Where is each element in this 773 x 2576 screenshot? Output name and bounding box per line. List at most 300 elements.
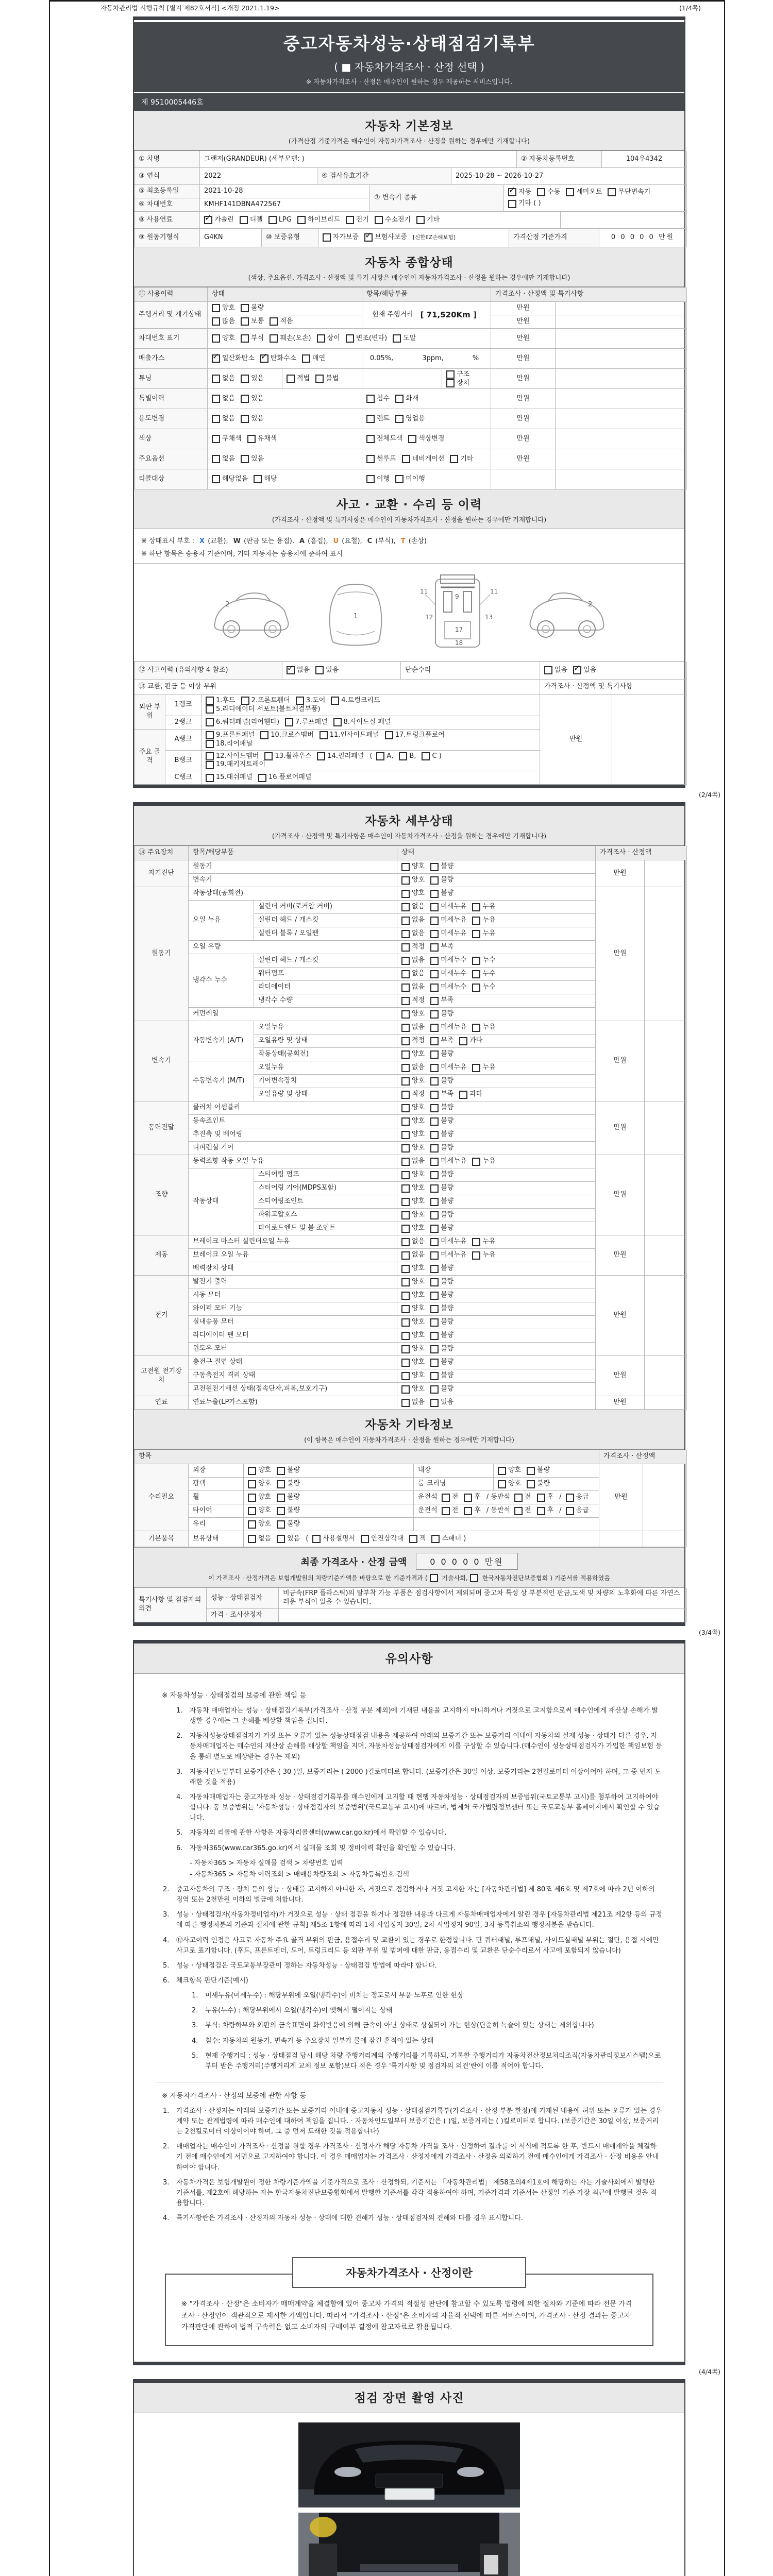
page-marker-1: (1/4쪽) bbox=[679, 4, 701, 12]
checkbox-구조[interactable]: 구조 bbox=[446, 370, 469, 379]
cell bbox=[189, 1464, 599, 1531]
photos-band bbox=[134, 2383, 684, 2413]
cell: 단순수리 bbox=[401, 662, 540, 680]
cell bbox=[397, 1249, 596, 1262]
checkbox-불량[interactable]: 불량 bbox=[277, 1466, 300, 1475]
checkbox-미세누유[interactable]: 미세누유 bbox=[430, 1157, 466, 1166]
checkbox-양호[interactable]: 양호 bbox=[401, 1077, 425, 1086]
checkbox-기타[interactable]: 기타 bbox=[450, 455, 473, 464]
checkbox-양호[interactable]: 양호 bbox=[401, 1050, 425, 1059]
checkbox-무채색[interactable]: 무채색 bbox=[212, 435, 242, 444]
cell: A랭크 bbox=[165, 730, 201, 751]
checkbox-스패너 )[interactable]: 스패너 ) bbox=[431, 1535, 466, 1544]
checkbox-불량[interactable]: 불량 bbox=[430, 1371, 453, 1380]
checkbox-양호[interactable]: 양호 bbox=[401, 876, 425, 885]
checkbox-미세누유[interactable]: 미세누유 bbox=[430, 903, 466, 911]
cell bbox=[244, 1518, 414, 1531]
checkbox-전[interactable]: 전 bbox=[442, 1506, 459, 1515]
checkbox-누유[interactable]: 누유 bbox=[472, 903, 495, 911]
cell bbox=[494, 1464, 599, 1478]
checkbox-양호[interactable]: 양호 bbox=[401, 1358, 425, 1367]
cell: 워터펌프 bbox=[254, 968, 397, 981]
checkbox-양호[interactable]: 양호 bbox=[401, 1331, 425, 1340]
final-price-note-post: ) 기준서를 적용하였음 bbox=[550, 1574, 610, 1582]
legend-code-X: X bbox=[199, 537, 205, 545]
checkbox-불량[interactable]: 불량 bbox=[430, 1291, 453, 1300]
cell bbox=[645, 860, 687, 887]
checkbox-잭[interactable]: 잭 bbox=[409, 1535, 426, 1544]
checkbox-장치[interactable]: 장치 bbox=[446, 379, 469, 388]
checkbox-보통[interactable]: 보통 bbox=[241, 317, 264, 326]
checkbox-적정[interactable]: 적정 bbox=[401, 1090, 425, 1099]
checkbox-불량[interactable]: 불량 bbox=[430, 1264, 453, 1273]
checkbox-적법[interactable]: 적법 bbox=[287, 375, 310, 383]
checkbox-불량[interactable]: 불량 bbox=[430, 1211, 453, 1219]
checkbox-양호[interactable]: 양호 bbox=[401, 1278, 425, 1286]
checkbox-양호[interactable]: 양호 bbox=[248, 1466, 271, 1475]
checkbox-전[interactable]: 전 bbox=[514, 1506, 531, 1515]
final-price-note-pre: 이 가격조사 · 산정가격은 보험개발원의 차량기준가액을 바탕으로 한 기준가격과 ( bbox=[208, 1574, 428, 1582]
cell: G4KN bbox=[200, 229, 262, 247]
checkbox-기술사회[interactable] bbox=[430, 1574, 438, 1582]
cell: ⑩ 보증유형 bbox=[262, 229, 318, 247]
checkbox-없음[interactable]: 없음 bbox=[212, 395, 235, 403]
svg-text:13: 13 bbox=[485, 614, 493, 621]
checkbox-없음[interactable]: 없음 bbox=[401, 970, 425, 978]
cell: ③ 연식 bbox=[135, 168, 200, 185]
checkbox-후[interactable]: 후 bbox=[464, 1506, 481, 1515]
checkbox-13.휠하우스[interactable]: 13.휠하우스 bbox=[264, 752, 311, 761]
checkbox-양호[interactable]: 양호 bbox=[401, 1385, 425, 1394]
checkbox-적음[interactable]: 적음 bbox=[270, 317, 293, 326]
notice-subitem: 3. 부식: 차량하부와 외판의 금속표면이 화학반응에 의해 금속이 아닌 상태로 상실되어 가는 현상(단순히 녹슬어 있는 상태는 제외합니다) bbox=[192, 2022, 594, 2030]
cell: 만원 bbox=[491, 302, 556, 315]
checkbox-하이브리드[interactable]: 하이브리드 bbox=[297, 216, 340, 225]
checkbox-불량[interactable]: 불량 bbox=[430, 862, 453, 871]
checkbox-9.프론트패널[interactable]: 9.프론트패널 bbox=[206, 731, 255, 740]
checkbox-있음[interactable]: 있음 bbox=[241, 455, 264, 464]
checkbox-사용설명서[interactable]: 사용설명서 bbox=[312, 1535, 355, 1544]
checkbox-전[interactable]: 전 bbox=[442, 1493, 459, 1502]
checkbox-불량[interactable]: 불량 bbox=[277, 1493, 300, 1502]
checkbox-적정[interactable]: 적정 bbox=[401, 996, 425, 1005]
checkbox-안전삼각대[interactable]: 안전삼각대 bbox=[361, 1535, 404, 1544]
checkbox-디젤[interactable]: 디젤 bbox=[240, 216, 263, 225]
checkbox-과다[interactable]: 과다 bbox=[459, 1090, 482, 1099]
checkbox-16.플로어패널[interactable]: 16.플로어패널 bbox=[258, 773, 311, 782]
checkbox-C )[interactable]: C ) bbox=[422, 752, 441, 761]
checkbox-부식[interactable]: 부식 bbox=[241, 334, 264, 343]
checkbox-양호[interactable]: 양호 bbox=[401, 1010, 425, 1019]
checkbox-매연[interactable]: 매연 bbox=[302, 354, 325, 363]
basic-info-band bbox=[134, 111, 684, 150]
cell bbox=[397, 1168, 596, 1182]
cell bbox=[397, 1369, 596, 1383]
checkbox-양호[interactable]: 양호 bbox=[401, 1197, 425, 1206]
cell bbox=[362, 429, 491, 449]
checkbox-4.트렁크리드[interactable]: 4.트렁크리드 bbox=[331, 697, 380, 705]
checkbox-불량[interactable]: 불량 bbox=[430, 1184, 453, 1193]
cell: 내장 bbox=[414, 1464, 494, 1478]
checkbox-없음[interactable]: 없음 bbox=[401, 1063, 425, 1072]
cell: 조향 bbox=[135, 1155, 189, 1235]
checkbox-미이행[interactable]: 미이행 bbox=[395, 475, 425, 484]
checkbox-보험사보증[interactable]: ✓ 보험사보증 bbox=[364, 233, 407, 242]
checkbox-양호[interactable]: 양호 bbox=[401, 1211, 425, 1219]
notice-section-header: ※ 자동차가격조사 · 산정의 보증에 관한 사항 등 bbox=[162, 2091, 307, 2100]
checkbox-누유[interactable]: 누유 bbox=[472, 1023, 495, 1032]
cell bbox=[397, 1195, 596, 1209]
cell: 충전구 절연 상태 bbox=[189, 1356, 397, 1369]
checkbox-불량[interactable]: 불량 bbox=[430, 1010, 453, 1019]
cell bbox=[556, 302, 687, 315]
checkbox-화재[interactable]: 화재 bbox=[395, 395, 418, 403]
checkbox-영업용[interactable]: 영업용 bbox=[395, 415, 425, 423]
checkbox-수동[interactable]: 수동 bbox=[537, 188, 560, 197]
text: 운전석 bbox=[418, 1506, 438, 1515]
cell bbox=[556, 409, 687, 429]
checkbox-미세누유[interactable]: 미세누유 bbox=[430, 1251, 466, 1260]
checkbox-누유[interactable]: 누유 bbox=[472, 1063, 495, 1072]
checkbox-불량[interactable]: 불량 bbox=[430, 1278, 453, 1286]
checkbox-양호[interactable]: 양호 bbox=[401, 1144, 425, 1153]
checkbox-양호[interactable]: 양호 bbox=[401, 1171, 425, 1179]
checkbox-있음[interactable]: 있음 bbox=[430, 1398, 453, 1407]
accident-note: ※ 하단 항목은 승용차 기준이며, 기타 자동차는 승용차에 준하여 표시 bbox=[134, 546, 684, 564]
cell bbox=[599, 1531, 643, 1547]
checkbox-누유[interactable]: 누유 bbox=[472, 1157, 495, 1166]
checkbox-상이[interactable]: 상이 bbox=[317, 334, 340, 343]
checkbox-양호[interactable]: 양호 bbox=[401, 1104, 425, 1112]
checkbox-없음[interactable]: 없음 bbox=[212, 415, 235, 423]
cell: C랭크 bbox=[165, 771, 201, 785]
checkbox-후[interactable]: 후 bbox=[537, 1506, 554, 1515]
checkbox-불량[interactable]: 불량 bbox=[430, 876, 453, 885]
checkbox-없음[interactable]: 없음 bbox=[401, 1023, 425, 1032]
checkbox-누수[interactable]: 누수 bbox=[472, 956, 495, 965]
checkbox-변조(변타)[interactable]: 변조(변타) bbox=[346, 334, 387, 343]
checkbox-양호[interactable]: 양호 bbox=[401, 1224, 425, 1233]
checkbox-불량[interactable]: 불량 bbox=[430, 1304, 453, 1313]
checkbox-양호[interactable]: 양호 bbox=[401, 1304, 425, 1313]
checkbox-10.크로스멤버[interactable]: 10.크로스멤버 bbox=[260, 731, 313, 740]
svg-text:1: 1 bbox=[354, 613, 358, 620]
checkbox-5.라디에이터 서포트(볼트체결부품)[interactable]: 5.라디에이터 서포트(볼트체결부품) bbox=[206, 705, 321, 714]
checkbox-8.사이드실 패널[interactable]: 8.사이드실 패널 bbox=[333, 718, 391, 727]
checkbox-미세누유[interactable]: 미세누유 bbox=[430, 1023, 466, 1032]
checkbox-이행[interactable]: 이행 bbox=[366, 475, 390, 484]
cell: 작동상태(공회전) bbox=[189, 887, 397, 901]
cell bbox=[189, 1155, 596, 1235]
checkbox-불량[interactable]: 불량 bbox=[430, 1345, 453, 1353]
cell bbox=[397, 860, 596, 874]
checkbox-6.쿼터패널(리어휀다)[interactable]: 6.쿼터패널(리어휀다) bbox=[206, 718, 279, 727]
checkbox-전체도색[interactable]: 전체도색 bbox=[366, 435, 402, 444]
checkbox-양호[interactable]: 양호 bbox=[401, 1130, 425, 1139]
checkbox-불량[interactable]: 불량 bbox=[277, 1520, 300, 1529]
checkbox-있음[interactable]: 있음 bbox=[241, 395, 264, 403]
checkbox-부족[interactable]: 부족 bbox=[430, 996, 453, 1005]
checkbox-18.리어패널[interactable]: 18.리어패널 bbox=[206, 740, 253, 749]
car-diagram-side-right bbox=[521, 574, 614, 652]
checkbox-양호[interactable]: 양호 bbox=[401, 1291, 425, 1300]
checkbox-누수[interactable]: 누수 bbox=[472, 983, 495, 992]
checkbox-기타 ( )[interactable]: 기타 ( ) bbox=[508, 199, 541, 208]
checkbox-12.사이드멤버[interactable]: 12.사이드멤버 bbox=[206, 752, 259, 761]
checkbox-양호[interactable]: 양호 bbox=[248, 1493, 271, 1502]
other-band bbox=[134, 1409, 684, 1449]
checkbox-양호[interactable]: 양호 bbox=[248, 1480, 271, 1488]
checkbox-불법[interactable]: 불법 bbox=[315, 375, 339, 383]
svg-text:11: 11 bbox=[420, 588, 428, 595]
checkbox-양호[interactable]: 양호 bbox=[498, 1466, 521, 1475]
checkbox-해당없음[interactable]: 해당없음 bbox=[212, 475, 248, 484]
cell: 용도변경 bbox=[135, 409, 208, 429]
text: 현재 주행거리 bbox=[372, 311, 413, 319]
final-price-label: 최종 가격조사 · 산정 금액 bbox=[300, 1556, 407, 1568]
checkbox-양호[interactable]: 양호 bbox=[401, 1371, 425, 1380]
checkbox-미세누유[interactable]: 미세누유 bbox=[430, 1238, 466, 1246]
checkbox-양호[interactable]: 양호 bbox=[498, 1480, 521, 1488]
text: / bbox=[559, 1493, 562, 1501]
cell bbox=[362, 409, 491, 429]
cell bbox=[397, 1142, 596, 1155]
checkbox-있음[interactable]: 있음 bbox=[241, 375, 264, 383]
checkbox-누수[interactable]: 누수 bbox=[472, 970, 495, 978]
checkbox-자가보증[interactable]: 자가보증 bbox=[323, 233, 359, 242]
cell: 배력장치 상태 bbox=[189, 1262, 397, 1276]
checkbox-과다[interactable]: 과다 bbox=[459, 1037, 482, 1045]
checkbox-렌트[interactable]: 렌트 bbox=[366, 415, 390, 423]
checkbox-미세누수[interactable]: 미세누수 bbox=[430, 956, 466, 965]
checkbox-훼손(오손)[interactable]: 훼손(오손) bbox=[270, 334, 311, 343]
checkbox-양호[interactable]: 양호 bbox=[401, 1184, 425, 1193]
checkbox-양호[interactable]: 양호 bbox=[401, 889, 425, 898]
checkbox-불량[interactable]: 불량 bbox=[430, 1358, 453, 1367]
inspection-photo-underbody bbox=[298, 2513, 520, 2576]
checkbox-응급[interactable]: 응급 bbox=[566, 1493, 589, 1502]
checkbox-불량[interactable]: 불량 bbox=[430, 1224, 453, 1233]
cell: 작동상태 bbox=[189, 1168, 254, 1235]
checkbox-없음[interactable]: 없음 bbox=[401, 916, 425, 925]
checkbox-있음[interactable]: 있음 bbox=[241, 415, 264, 423]
checkbox-적정[interactable]: 적정 bbox=[401, 1037, 425, 1045]
checkbox-세미오토[interactable]: 세미오토 bbox=[566, 188, 602, 197]
checkbox-불량[interactable]: 불량 bbox=[277, 1506, 300, 1515]
final-price-band bbox=[134, 1547, 684, 1588]
checkbox-양호[interactable]: 양호 bbox=[401, 1345, 425, 1353]
document-number: 제 9510005446호 bbox=[134, 93, 684, 111]
checkbox-양호[interactable]: 양호 bbox=[212, 304, 235, 313]
legend-code-U: U bbox=[333, 537, 339, 545]
text: ( bbox=[306, 1534, 309, 1543]
cell bbox=[442, 369, 491, 389]
checkbox-후[interactable]: 후 bbox=[464, 1493, 481, 1502]
cell bbox=[200, 212, 561, 229]
checkbox-자동[interactable]: ✓ 자동 bbox=[508, 188, 531, 197]
svg-text:12: 12 bbox=[425, 614, 433, 621]
cell bbox=[362, 369, 442, 389]
cell: 스티어링 기어(MDPS포함) bbox=[254, 1182, 397, 1195]
checkbox-누유[interactable]: 누유 bbox=[472, 1238, 495, 1246]
checkbox-불량[interactable]: 불량 bbox=[430, 1077, 453, 1086]
checkbox-11.인사이드패널[interactable]: 11.인사이드패널 bbox=[320, 731, 379, 740]
checkbox-17.트렁크플로어[interactable]: 17.트렁크플로어 bbox=[385, 731, 445, 740]
checkbox-불량[interactable]: 불량 bbox=[277, 1480, 300, 1488]
checkbox-불량[interactable]: 불량 bbox=[430, 1318, 453, 1327]
checkbox-불량[interactable]: 불량 bbox=[430, 1117, 453, 1126]
checkbox-전[interactable]: 전 bbox=[514, 1493, 531, 1502]
cell: 가격조사 · 산정액 bbox=[596, 846, 687, 860]
cell: 만원 bbox=[596, 1276, 645, 1356]
checkbox-불량[interactable]: 불량 bbox=[527, 1466, 550, 1475]
checkbox-누유[interactable]: 누유 bbox=[472, 916, 495, 925]
checkbox-탄화수소[interactable]: ✓ 탄화수소 bbox=[260, 354, 296, 363]
cell: 가격조사 · 산정액 bbox=[599, 1450, 687, 1464]
checkbox-누유[interactable]: 누유 bbox=[472, 1251, 495, 1260]
checkbox-부족[interactable]: 부족 bbox=[430, 1090, 453, 1099]
checkbox-미세누유[interactable]: 미세누유 bbox=[430, 916, 466, 925]
legend-label: (손상) bbox=[406, 537, 427, 545]
checkbox-미세누수[interactable]: 미세누수 bbox=[430, 970, 466, 978]
checkbox-가솔린[interactable]: ✓ 가솔린 bbox=[204, 216, 234, 225]
checkbox-해당[interactable]: 해당 bbox=[254, 475, 277, 484]
checkbox-없음[interactable]: 없음 bbox=[401, 1251, 425, 1260]
checkbox-미세누유[interactable]: 미세누유 bbox=[430, 1063, 466, 1072]
cell bbox=[397, 927, 596, 941]
cell: 104우4342 bbox=[602, 151, 687, 168]
checkbox-불량[interactable]: 불량 bbox=[430, 889, 453, 898]
checkbox-불량[interactable]: 불량 bbox=[430, 1385, 453, 1394]
checkbox-네비게이션[interactable]: 네비게이션 bbox=[402, 455, 445, 464]
cell bbox=[362, 389, 491, 409]
checkbox-양호[interactable]: 양호 bbox=[401, 1264, 425, 1273]
checkbox-있음[interactable]: ✓ 있음 bbox=[573, 666, 596, 675]
notice-item: 1. 자동차 매매업자는 성능 · 상태점검기록부(가격조사 · 산정 부분 제외)에 기재된 내용을 고지하지 아니하거나 거짓으로 고지함으로써 매수인에게 재산상 손해가 발생한 경우에는 그 손해를 배상할 책임을 집니다. bbox=[176, 1707, 659, 1725]
checkbox-미세누유[interactable]: 미세누유 bbox=[430, 929, 466, 938]
checkbox-LPG[interactable]: LPG bbox=[268, 216, 292, 225]
checkbox-없음[interactable]: 없음 bbox=[401, 1398, 425, 1407]
cell: 항목 bbox=[135, 1450, 599, 1464]
checkbox-불량[interactable]: 불량 bbox=[430, 1104, 453, 1112]
svg-text:9: 9 bbox=[455, 593, 459, 600]
checkbox-없음[interactable]: 없음 bbox=[212, 375, 235, 383]
checkbox-없음[interactable]: 없음 bbox=[212, 455, 235, 464]
checkbox-양호[interactable]: 양호 bbox=[401, 1318, 425, 1327]
checkbox-없음[interactable]: 없음 bbox=[401, 1238, 425, 1246]
notice-item: 2. 중고자동차의 구조 · 장치 등의 성능 · 상태를 고지하지 아니한 자, 거짓으로 점검하거나 거짓 고지한 자는 [자동차관리법] 제 80조 제6호 및 제7호에 따라 2년 이하의 징역 또는 2천만원 이하의 벌금에 처합니다. bbox=[163, 1886, 656, 1904]
cell bbox=[244, 1491, 414, 1504]
cell: 룸 크리닝 bbox=[414, 1478, 494, 1491]
checkbox-없음[interactable]: 없음 bbox=[401, 903, 425, 911]
checkbox-응급[interactable]: 응급 bbox=[566, 1506, 589, 1515]
checkbox-14.필러패널[interactable]: 14.필러패널 bbox=[317, 752, 364, 761]
cell bbox=[244, 1464, 414, 1478]
cell bbox=[397, 1021, 596, 1035]
cell: 외장 bbox=[189, 1464, 244, 1478]
checkbox-도말[interactable]: 도말 bbox=[393, 334, 416, 343]
checkbox-불량[interactable]: 불량 bbox=[430, 1050, 453, 1059]
checkbox-있음[interactable]: 있음 bbox=[277, 1535, 300, 1544]
checkbox-양호[interactable]: 양호 bbox=[248, 1520, 271, 1529]
checkbox-양호[interactable]: 양호 bbox=[212, 334, 235, 343]
cell bbox=[244, 1504, 414, 1518]
checkbox-19.패키지트레이[interactable]: 19.패키지트레이 bbox=[206, 760, 265, 769]
cell bbox=[208, 389, 362, 409]
page-marker-4: (4/4쪽) bbox=[699, 2368, 720, 2376]
cell: 자기진단 bbox=[135, 860, 189, 887]
cell: 특기사항 및 점검자의 의견 bbox=[135, 1588, 207, 1622]
cell bbox=[244, 1478, 414, 1491]
checkbox-B,[interactable]: B, bbox=[399, 752, 416, 761]
checkbox-불량[interactable]: 불량 bbox=[430, 1144, 453, 1153]
cell bbox=[189, 1396, 596, 1410]
checkbox-전기[interactable]: 전기 bbox=[346, 216, 369, 225]
checkbox-1.후드[interactable]: 1.후드 bbox=[206, 697, 236, 705]
checkbox-불량[interactable]: 불량 bbox=[430, 1197, 453, 1206]
cell bbox=[556, 389, 687, 409]
checkbox-A,[interactable]: A, bbox=[376, 752, 393, 761]
cell: 튜닝 bbox=[135, 369, 208, 389]
checkbox-양호[interactable]: 양호 bbox=[248, 1506, 271, 1515]
checkbox-기타[interactable]: 기타 bbox=[416, 216, 440, 225]
checkbox-불량[interactable]: 불량 bbox=[430, 1130, 453, 1139]
checkbox-유채색[interactable]: 유채색 bbox=[247, 435, 277, 444]
checkbox-색상변경[interactable]: 색상변경 bbox=[408, 435, 444, 444]
checkbox-없음[interactable]: 없음 bbox=[401, 983, 425, 992]
checkbox-일산화탄소[interactable]: ✓ 일산화탄소 bbox=[212, 354, 255, 363]
cell bbox=[414, 1491, 599, 1504]
checkbox-7.루프패널[interactable]: 7.루프패널 bbox=[285, 718, 328, 727]
cell bbox=[397, 981, 596, 994]
checkbox-썬루프[interactable]: 썬루프 bbox=[366, 455, 396, 464]
checkbox-있음[interactable]: 있음 bbox=[315, 666, 339, 675]
text: 운전석 bbox=[418, 1493, 438, 1501]
checkbox-3.도어[interactable]: 3.도어 bbox=[296, 697, 326, 705]
cell: 그랜저(GRANDEUR) (세부모델: ) bbox=[200, 151, 517, 168]
checkbox-양호[interactable]: 양호 bbox=[401, 1117, 425, 1126]
checkbox-없음[interactable]: 없음 bbox=[401, 929, 425, 938]
checkbox-부족[interactable]: 부족 bbox=[430, 943, 453, 952]
checkbox-부족[interactable]: 부족 bbox=[430, 1037, 453, 1045]
checkbox-불량[interactable]: 불량 bbox=[241, 304, 264, 313]
checkbox-양호[interactable]: 양호 bbox=[401, 862, 425, 871]
checkbox-미세누수[interactable]: 미세누수 bbox=[430, 983, 466, 992]
checkbox-후[interactable]: 후 bbox=[537, 1493, 554, 1502]
checkbox-없음[interactable]: ✓ 없음 bbox=[287, 666, 310, 675]
checkbox-없음[interactable]: 없음 bbox=[248, 1535, 271, 1544]
checkbox-적정[interactable]: 적정 bbox=[401, 943, 425, 952]
cell: 기본품목 bbox=[135, 1531, 189, 1547]
checkbox-불량[interactable]: 불량 bbox=[430, 1171, 453, 1179]
checkbox-없음[interactable]: 없음 bbox=[401, 956, 425, 965]
checkbox-2.프론트휀더[interactable]: 2.프론트휀더 bbox=[241, 697, 290, 705]
checkbox-침수[interactable]: 침수 bbox=[366, 395, 390, 403]
checkbox-수소전기[interactable]: 수소전기 bbox=[375, 216, 411, 225]
checkbox-많음[interactable]: 많음 bbox=[212, 317, 235, 326]
checkbox-불량[interactable]: 불량 bbox=[527, 1480, 550, 1488]
checkbox-없음[interactable]: 없음 bbox=[544, 666, 567, 675]
cell: ① 차명 bbox=[135, 151, 200, 168]
checkbox-한국자동차진단보증협회[interactable] bbox=[470, 1574, 478, 1582]
checkbox-누유[interactable]: 누유 bbox=[472, 929, 495, 938]
cell bbox=[643, 1531, 687, 1547]
checkbox-없음[interactable]: 없음 bbox=[401, 1157, 425, 1166]
cell: 오일유량 및 상태 bbox=[254, 1088, 397, 1101]
checkbox-불량[interactable]: 불량 bbox=[430, 1331, 453, 1340]
checkbox-15.대쉬패널[interactable]: 15.대쉬패널 bbox=[206, 773, 253, 782]
checkbox-무단변속기[interactable]: 무단변속기 bbox=[608, 188, 650, 197]
